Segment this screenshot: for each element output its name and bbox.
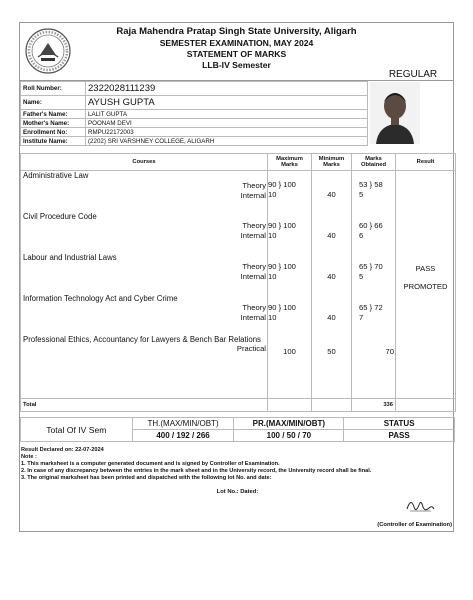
course-sub-theory: Theory xyxy=(242,303,266,313)
course-sub-internal: Internal xyxy=(240,272,266,282)
col-courses: Courses xyxy=(21,154,268,171)
field-label: Name: xyxy=(21,96,86,110)
marks-header-row xyxy=(21,154,456,171)
note-item: 1. This marksheet is a computer generated document and is signed by Controller of Examination. xyxy=(21,461,280,467)
result-promoted: PROMOTED xyxy=(403,282,448,291)
student-row xyxy=(21,82,368,96)
obt-internal: 5 xyxy=(359,271,364,281)
max-theory: 90 xyxy=(268,261,277,271)
col-obtained: Marks Obtained xyxy=(352,154,396,171)
roll-number: 2322028111239 xyxy=(86,82,368,96)
field-label: Roll Number: xyxy=(21,82,86,96)
max-brace-total: } 100 xyxy=(278,261,296,271)
note-item: 2. In case of any discrepancy between the entries in the mark sheet and in the University record, the University record shall be final. xyxy=(21,468,372,474)
th-header: TH.(MAX/MIN/OBT) xyxy=(132,418,234,430)
university-name: Raja Mahendra Pratap Singh State University, Aligarh xyxy=(116,26,357,37)
enrollment-no: RMPU22172003 xyxy=(86,128,368,137)
status-value: PASS xyxy=(344,430,455,442)
pr-values: 100 / 50 / 70 xyxy=(234,430,344,442)
obt-internal: 5 xyxy=(359,190,364,199)
statement-title: STATEMENT OF MARKS xyxy=(186,49,287,59)
col-max: Maximum Marks xyxy=(268,154,312,171)
marks-table xyxy=(20,153,456,412)
obt-practical: 70 xyxy=(385,346,394,356)
course-row xyxy=(21,335,456,369)
father-name: LALIT GUPTA xyxy=(86,110,368,119)
student-row xyxy=(21,96,368,110)
course-name: Information Technology Act and Cyber Crime xyxy=(23,293,178,303)
status-header: STATUS xyxy=(344,418,455,430)
student-row xyxy=(21,128,368,137)
student-row xyxy=(21,137,368,146)
max-practical: 100 xyxy=(283,346,296,356)
result-pass: PASS xyxy=(415,264,436,273)
obt-total: } 66 xyxy=(369,220,383,230)
obt-theory: 53 xyxy=(359,180,368,189)
total-row xyxy=(21,399,456,412)
field-label: Father's Name: xyxy=(21,110,86,119)
obt-internal: 7 xyxy=(359,312,364,322)
course-row xyxy=(21,171,456,212)
obt-theory: 65 xyxy=(359,261,368,271)
obt-total: } 72 xyxy=(369,302,383,312)
course-sub-internal: Internal xyxy=(240,231,266,241)
col-min: Minimum Marks xyxy=(312,154,352,171)
col-result: Result xyxy=(396,154,456,171)
course-row xyxy=(21,294,456,335)
obt-internal: 6 xyxy=(359,230,364,240)
mother-name: POONAM DEVI xyxy=(86,119,368,128)
course-sub-theory: Theory xyxy=(242,180,266,190)
marksheet xyxy=(19,22,454,532)
course-sub-theory: Theory xyxy=(242,221,266,231)
semester-summary xyxy=(20,417,455,442)
field-label: Enrollment No: xyxy=(21,128,86,137)
total-value: 336 xyxy=(352,399,396,412)
exam-title: SEMESTER EXAMINATION, MAY 2024 xyxy=(159,38,314,48)
min-marks: 50 xyxy=(327,346,336,356)
semester-title: LLB-IV Semester xyxy=(202,60,271,70)
min-marks: 40 xyxy=(327,312,336,322)
max-theory: 90 xyxy=(268,220,277,230)
notes-title: Note : xyxy=(21,454,37,460)
course-name: Labour and Industrial Laws xyxy=(23,252,117,262)
course-sub-internal: Internal xyxy=(240,313,266,323)
student-details xyxy=(20,81,368,146)
course-sub-internal: Internal xyxy=(240,190,266,200)
max-brace-total: } 100 xyxy=(278,302,296,312)
max-theory: 90 xyxy=(268,180,277,189)
obt-total: } 58 xyxy=(369,180,383,189)
header xyxy=(20,23,453,81)
total-label: Total xyxy=(21,399,268,412)
summary-label: Total Of IV Sem xyxy=(21,418,133,442)
lot-number: Lot No.: Dated: xyxy=(216,489,259,495)
max-internal: 10 xyxy=(268,271,277,281)
obt-theory: 65 xyxy=(359,302,368,312)
max-internal: 10 xyxy=(268,230,277,240)
institute-name: (2202) SRI VARSHNEY COLLEGE, ALIGARH xyxy=(86,137,368,146)
admission-status: REGULAR xyxy=(388,69,438,80)
notes-section xyxy=(21,447,454,482)
min-marks: 40 xyxy=(327,271,336,281)
min-marks: 40 xyxy=(327,230,336,240)
course-name: Civil Procedure Code xyxy=(23,211,97,221)
max-brace-total: } 100 xyxy=(278,220,296,230)
blank-row xyxy=(21,369,456,399)
th-values: 400 / 192 / 266 xyxy=(132,430,234,442)
controller-signature-icon xyxy=(405,493,435,515)
course-row xyxy=(21,253,456,294)
course-name: Administrative Law xyxy=(23,171,89,180)
student-row xyxy=(21,110,368,119)
field-label: Institute Name: xyxy=(21,137,86,146)
max-theory: 90 xyxy=(268,302,277,312)
student-row xyxy=(21,119,368,128)
max-brace-total: } 100 xyxy=(278,180,296,189)
controller-label: (Controller of Examination) xyxy=(377,522,452,528)
obt-theory: 60 xyxy=(359,220,368,230)
max-internal: 10 xyxy=(268,312,277,322)
note-item: 3. The original marksheet has been printed and dispatched with the following lot No. and date: xyxy=(21,475,272,481)
course-sub-practical: Practical xyxy=(236,344,266,354)
course-sub-theory: Theory xyxy=(242,262,266,272)
course-row xyxy=(21,212,456,253)
pr-header: PR.(MAX/MIN/OBT) xyxy=(234,418,344,430)
max-internal: 10 xyxy=(268,190,277,199)
student-photo xyxy=(370,82,420,144)
course-name: Professional Ethics, Accountancy for Lawyers & Bench Bar Relations xyxy=(23,334,261,344)
field-label: Mother's Name: xyxy=(21,119,86,128)
result-declared: Result Declared on: 22-07-2024 xyxy=(21,447,104,453)
obt-total: } 70 xyxy=(369,261,383,271)
student-name: AYUSH GUPTA xyxy=(86,96,368,110)
min-marks: 40 xyxy=(327,190,336,199)
